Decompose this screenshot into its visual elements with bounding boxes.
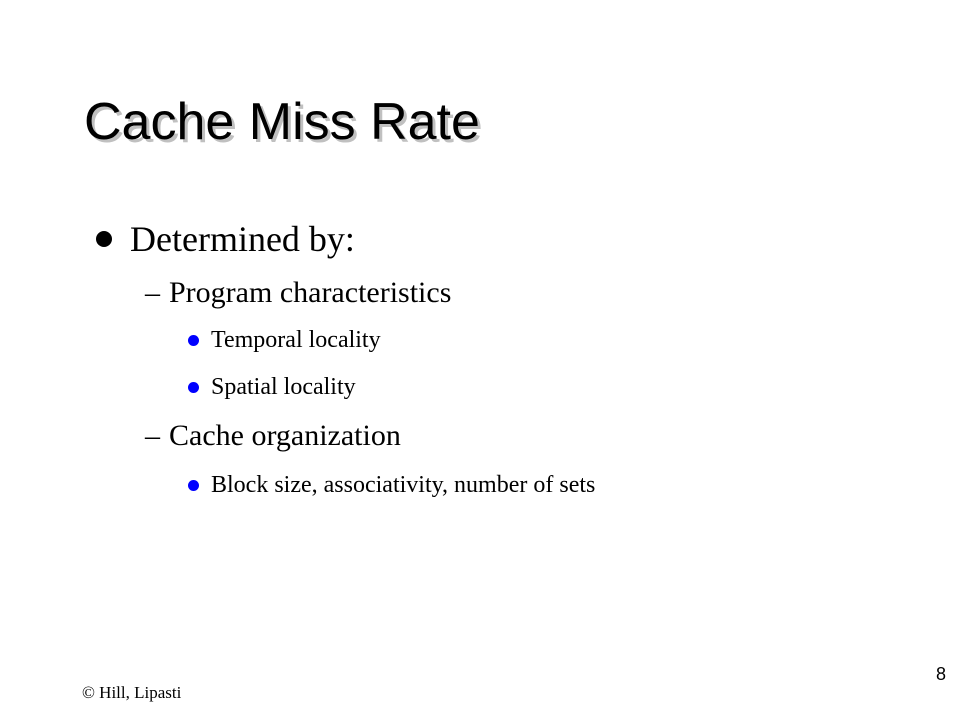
dash-icon: – xyxy=(145,419,160,452)
sub-sub-bullet-text: Temporal locality xyxy=(211,327,381,353)
bullet-text: Determined by: xyxy=(130,219,355,259)
bullet-dot-icon xyxy=(188,480,199,491)
sub-bullet-cache-organization xyxy=(145,419,401,453)
sub-bullet-text: Cache organization xyxy=(169,419,401,452)
bullet-determined-by xyxy=(96,218,355,260)
slide-title: Cache Miss Rate xyxy=(84,93,480,151)
copyright-footer: © Hill, Lipasti xyxy=(82,683,182,702)
bullet-dot-icon xyxy=(188,335,199,346)
sub-bullet-text: Program characteristics xyxy=(169,276,452,309)
sub-sub-bullet-spatial-locality xyxy=(188,374,356,401)
bullet-dot-icon xyxy=(188,382,199,393)
dash-icon: – xyxy=(145,276,160,309)
bullet-dot-icon xyxy=(96,231,112,247)
page-number: 8 xyxy=(935,664,946,684)
sub-sub-bullet-temporal-locality xyxy=(188,327,381,354)
sub-sub-bullet-text: Block size, associativity, number of sets xyxy=(211,472,596,498)
sub-sub-bullet-block-size xyxy=(188,472,595,499)
sub-bullet-program-characteristics xyxy=(145,276,451,310)
sub-sub-bullet-text: Spatial locality xyxy=(211,374,356,400)
